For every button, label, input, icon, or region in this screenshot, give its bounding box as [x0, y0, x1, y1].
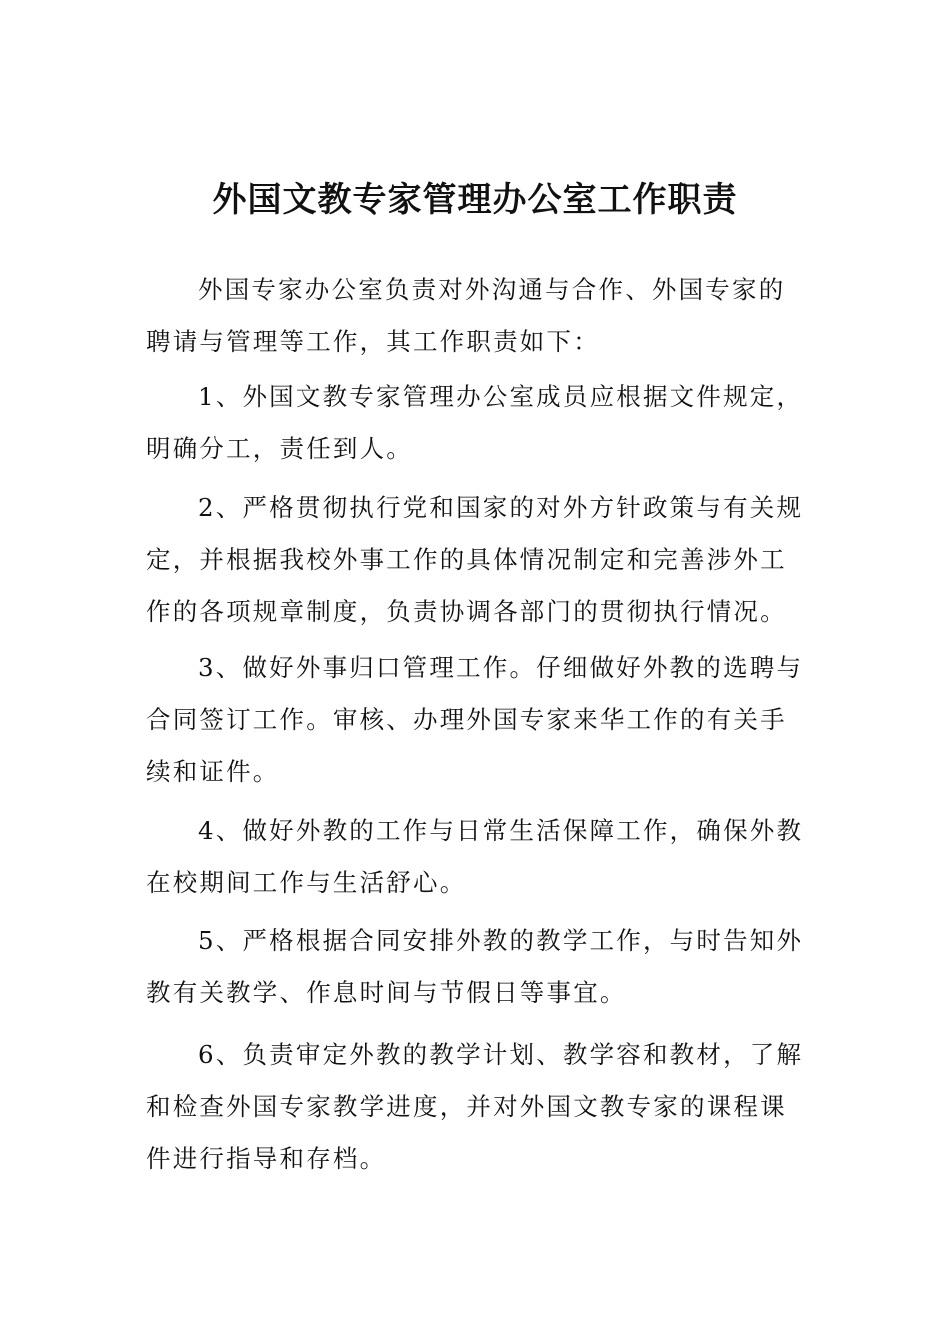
intro-paragraph: 外国专家办公室负责对外沟通与合作、外国专家的聘请与管理等工作，其工作职责如下： — [146, 275, 786, 356]
duty-item-1: 1、外国文教专家管理办公室成员应根据文件规定，明确分工，责任到人。 — [146, 382, 804, 463]
duty-item-3: 3、做好外事归口管理工作。仔细做好外教的选聘与合同签订工作。审核、办理外国专家来华工作的有关手续和证件。 — [146, 653, 804, 786]
duty-item-6: 6、负责审定外教的教学计划、教学容和教材，了解和检查外国专家教学进度，并对外国文教专家的课程课件进行指导和存档。 — [146, 1040, 804, 1173]
duty-item-2: 2、严格贯彻执行党和国家的对外方针政策与有关规定，并根据我校外事工作的具体情况制定和完善涉外工作的各项规章制度，负责协调各部门的贯彻执行情况。 — [146, 493, 804, 626]
duty-item-4: 4、做好外教的工作与日常生活保障工作，确保外教在校期间工作与生活舒心。 — [146, 816, 804, 897]
page-title: 外国文教专家管理办公室工作职责 — [212, 180, 738, 220]
duty-item-5: 5、严格根据合同安排外教的教学工作，与时告知外教有关教学、作息时间与节假日等事宜。 — [146, 926, 804, 1007]
